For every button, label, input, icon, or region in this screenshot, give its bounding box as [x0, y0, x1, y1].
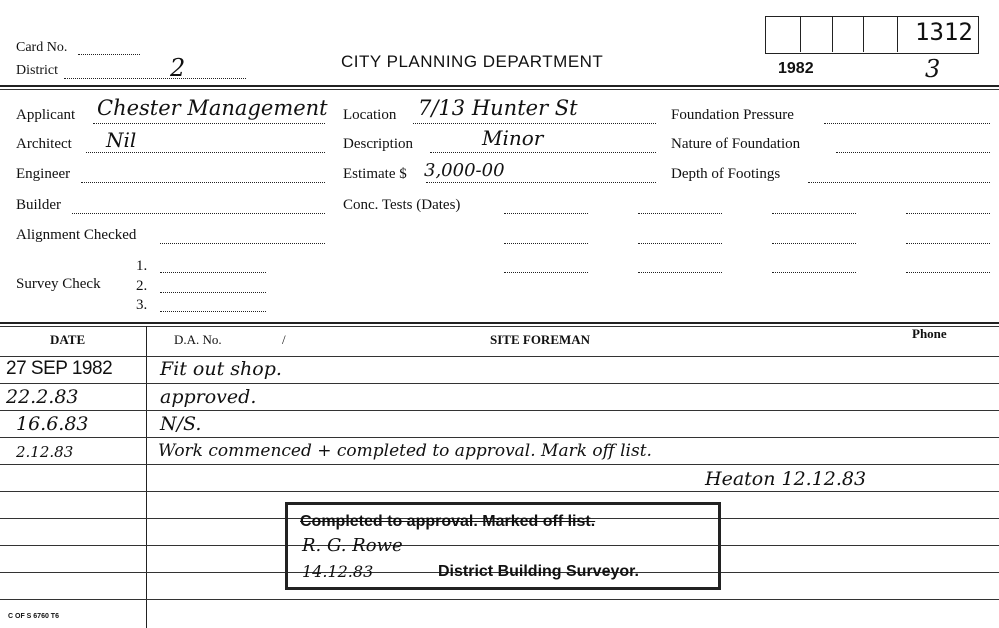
architect-value: Nil [106, 128, 137, 152]
location-line [413, 123, 656, 124]
log-text-2: approved. [160, 386, 257, 408]
applicant-value: Chester Management [97, 96, 328, 120]
estimate-value: 3,000-00 [424, 160, 505, 181]
log-date-2: 22.2.83 [6, 386, 79, 408]
form-code: C OF S 6760 T6 [8, 613, 59, 620]
log-text-1: Fit out shop. [160, 358, 282, 380]
box-divider [800, 16, 801, 52]
conc-test-line [772, 243, 856, 244]
log-top-rule-2 [0, 326, 999, 327]
foundation-pressure-label: Foundation Pressure [671, 107, 794, 123]
log-row-rule [0, 356, 999, 357]
foundation-pressure-line [824, 123, 990, 124]
card-no-label: Card No. [16, 40, 68, 55]
applicant-line [93, 123, 325, 124]
log-row-rule [0, 383, 999, 384]
engineer-line [81, 182, 325, 183]
builder-line [72, 213, 325, 214]
year: 1982 [778, 60, 814, 77]
alignment-line [160, 243, 325, 244]
description-line [430, 152, 656, 153]
survey-line-1 [160, 272, 266, 273]
survey-line-3 [160, 311, 266, 312]
nature-foundation-line [836, 152, 990, 153]
architect-line [86, 152, 325, 153]
nature-foundation-label: Nature of Foundation [671, 136, 801, 152]
description-value: Minor [482, 126, 544, 150]
log-date-1: 27 SEP 1982 [6, 358, 113, 379]
district-line [64, 78, 246, 79]
log-row-rule [0, 491, 999, 492]
architect-label: Architect [16, 136, 72, 152]
conc-test-line [638, 272, 722, 273]
card-suffix: 3 [925, 55, 941, 83]
log-row-rule [0, 464, 999, 465]
conc-test-line [504, 213, 588, 214]
stamp-completed-line: Completed to approval. Marked off list. [300, 513, 596, 530]
estimate-line [426, 182, 656, 183]
survey-item-2: 2. [136, 278, 148, 294]
log-date-3: 16.6.83 [16, 413, 89, 435]
conc-test-line [638, 213, 722, 214]
conc-test-line [504, 243, 588, 244]
estimate-label: Estimate $ [343, 166, 407, 182]
department-title: CITY PLANNING DEPARTMENT [341, 52, 604, 71]
location-label: Location [343, 107, 397, 123]
da-header: D.A. No. [174, 332, 222, 347]
conc-tests-label: Conc. Tests (Dates) [343, 197, 461, 213]
stamp-date: 14.12.83 [302, 562, 374, 581]
date-header: DATE [50, 332, 86, 347]
conc-test-line [504, 272, 588, 273]
conc-test-line [906, 272, 990, 273]
survey-item-1: 1. [136, 258, 148, 274]
conc-test-line [906, 243, 990, 244]
description-label: Description [343, 136, 413, 152]
district-label: District [16, 63, 58, 78]
applicant-label: Applicant [16, 107, 76, 123]
conc-test-line [772, 213, 856, 214]
foreman-header: SITE FOREMAN [490, 332, 591, 347]
date-column-divider [146, 326, 147, 628]
box-divider [863, 16, 864, 52]
phone-header: Phone [912, 326, 947, 341]
log-row-rule [0, 410, 999, 411]
card-number: 1312 [915, 18, 973, 46]
box-divider [897, 16, 898, 52]
log-text-4: Work commenced + completed to approval. Mark off list. [158, 441, 652, 461]
location-value: 7/13 Hunter St [418, 96, 578, 120]
stamp-signature: R. G. Rowe [302, 535, 403, 556]
district-value: 2 [170, 54, 186, 82]
inspector-signature: Heaton 12.12.83 [705, 468, 867, 490]
log-text-3: N/S. [160, 413, 202, 435]
conc-test-line [906, 213, 990, 214]
engineer-label: Engineer [16, 166, 71, 182]
alignment-label: Alignment Checked [16, 227, 137, 243]
log-date-4: 2.12.83 [16, 443, 74, 461]
da-slash: / [282, 332, 286, 347]
header-rule [0, 85, 999, 87]
log-row-rule [0, 437, 999, 438]
depth-footings-label: Depth of Footings [671, 166, 781, 182]
header-rule-2 [0, 89, 999, 90]
log-top-rule [0, 322, 999, 324]
depth-footings-line [808, 182, 990, 183]
card-no-line [78, 54, 140, 55]
conc-test-line [772, 272, 856, 273]
log-row-rule [0, 599, 999, 600]
survey-label: Survey Check [16, 276, 101, 292]
conc-test-line [638, 243, 722, 244]
stamp-title: District Building Surveyor. [438, 563, 639, 580]
box-divider [832, 16, 833, 52]
survey-item-3: 3. [136, 297, 148, 313]
survey-line-2 [160, 292, 266, 293]
builder-label: Builder [16, 197, 61, 213]
approval-stamp [285, 502, 721, 590]
